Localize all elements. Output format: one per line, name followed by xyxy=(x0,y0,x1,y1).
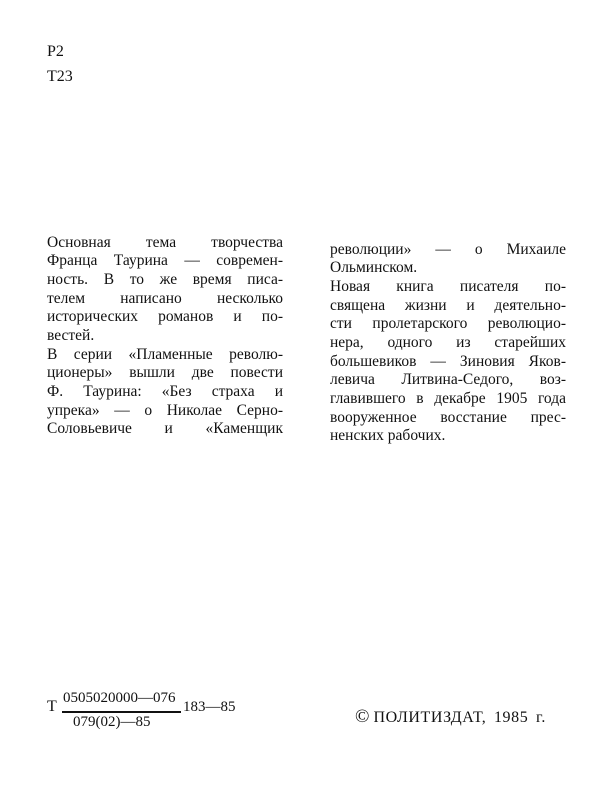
publisher-copyright xyxy=(355,708,546,727)
text-line: революции» — о Михаиле xyxy=(330,240,566,258)
imprint-prefix: Т xyxy=(47,698,57,715)
text-line: Основная тема творчества xyxy=(47,233,283,251)
text-line: В серии «Пламенные револю- xyxy=(47,345,283,363)
text-line: главившего в декабре 1905 года xyxy=(330,390,566,408)
text-line: священа жизни и деятельно- xyxy=(330,296,566,314)
imprint-fraction-rule xyxy=(62,711,181,713)
text-line: упрека» — о Николае Серно- xyxy=(47,401,283,419)
annotation-left-column xyxy=(47,234,283,440)
text-line: Франца Таурина — современ- xyxy=(47,252,283,270)
text-line: Ф. Таурина: «Без страха и xyxy=(47,383,283,401)
text-line: Новая книга писателя по- xyxy=(330,277,566,295)
text-line: ность. В то же время писа- xyxy=(47,270,283,288)
publisher-name-year: ПОЛИТИЗДАТ, 1985 г. xyxy=(373,709,546,726)
text-line: нера, одного из старейших xyxy=(330,334,566,352)
text-line: исторических романов и по- xyxy=(47,308,283,326)
text-line: вооруженное восстание прес- xyxy=(330,408,566,426)
imprint-numerator: 0505020000—076 xyxy=(63,690,176,706)
text-line: Соловьевиче и «Каменщик xyxy=(47,420,283,438)
text-line: Ольминском. xyxy=(330,259,418,277)
text-line: вестей. xyxy=(47,327,95,345)
imprint-denominator: 079(02)—85 xyxy=(73,714,151,730)
text-line: большевиков — Зиновия Яков- xyxy=(330,352,566,370)
imprint-suffix: 183—85 xyxy=(183,699,236,715)
copyright-icon: © xyxy=(355,706,370,727)
annotation-right-column xyxy=(330,241,566,447)
classification-index-t23: Т23 xyxy=(47,68,73,85)
classification-index-r2: Р2 xyxy=(47,43,64,60)
text-line: левича Литвина-Седого, воз- xyxy=(330,371,566,389)
text-line: ционеры» вышли две повести xyxy=(47,364,283,382)
text-line: телем написано несколько xyxy=(47,289,283,307)
text-line: ненских рабочих. xyxy=(330,427,446,445)
text-line: сти пролетарского революцио- xyxy=(330,315,566,333)
